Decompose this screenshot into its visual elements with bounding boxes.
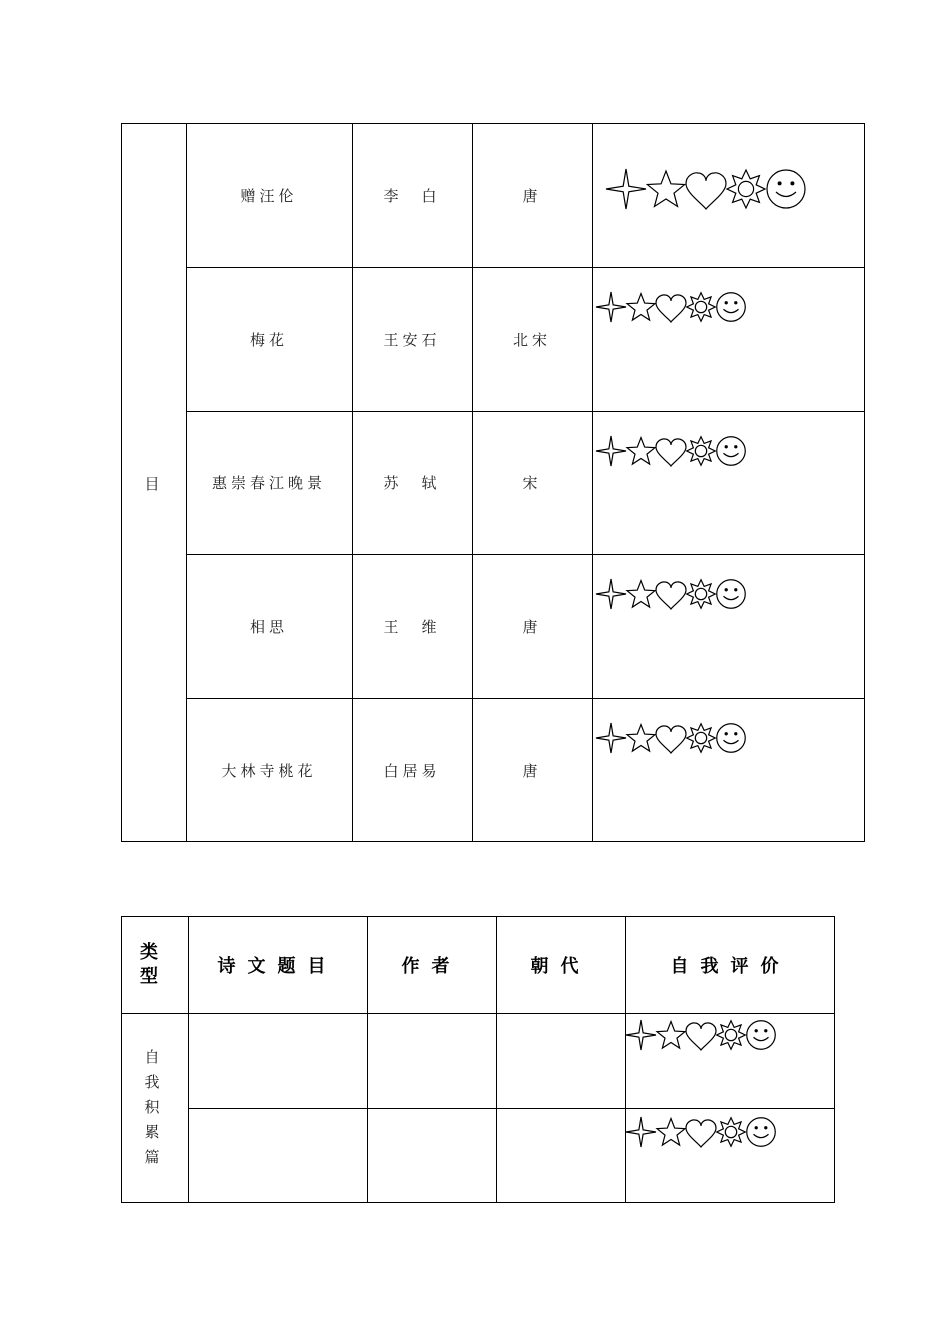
heart-icon (686, 1120, 716, 1147)
four-point-star-icon (596, 723, 626, 753)
star-icon (657, 1119, 685, 1146)
self-eval-rating[interactable] (626, 1020, 776, 1054)
star-icon (627, 725, 655, 752)
smiley-icon (747, 1118, 776, 1147)
author-cell: 白居易 (383, 762, 441, 780)
type-cell (122, 124, 186, 843)
dynasty-cell: 北宋 (512, 330, 551, 349)
self-eval-rating[interactable] (606, 169, 806, 213)
star-icon (657, 1022, 685, 1049)
row1-author-cell[interactable] (367, 1013, 496, 1108)
author-cell: 王 维 (383, 617, 441, 636)
four-point-star-icon (626, 1020, 656, 1050)
type-label: 目 (144, 475, 164, 493)
dynasty-cell: 宋 (522, 474, 542, 492)
header-title: 诗文题目 (217, 956, 338, 977)
four-point-star-icon (626, 1117, 656, 1147)
star-icon (647, 171, 684, 206)
self-eval-rating[interactable] (596, 436, 746, 470)
row1-dynasty-cell[interactable] (496, 1013, 625, 1108)
sun-icon (717, 1021, 746, 1050)
star-icon (627, 581, 655, 608)
author-cell: 李 白 (383, 187, 441, 205)
heart-icon (656, 439, 686, 466)
poem-table-2 (121, 916, 835, 1203)
poem-title-cell: 赠汪伦 (240, 187, 298, 205)
smiley-icon (717, 437, 746, 466)
self-eval-rating[interactable] (596, 292, 746, 326)
four-point-star-icon (596, 292, 626, 322)
poem-table-1 (121, 123, 865, 842)
smiley-icon (767, 170, 805, 208)
smiley-icon (747, 1021, 776, 1050)
type-label-vertical: 自我积累篇 (144, 1048, 160, 1166)
dynasty-cell: 唐 (522, 617, 542, 636)
poem-title-cell: 梅花 (249, 330, 288, 349)
dynasty-cell: 唐 (522, 762, 542, 780)
heart-icon (686, 1023, 716, 1050)
dynasty-cell: 唐 (522, 187, 542, 205)
row2-title-cell[interactable] (188, 1108, 367, 1203)
self-eval-rating[interactable] (596, 723, 746, 757)
self-eval-rating[interactable] (626, 1117, 776, 1151)
smiley-icon (717, 724, 746, 753)
row2-author-cell[interactable] (367, 1108, 496, 1203)
sun-icon (687, 293, 716, 322)
sun-icon (717, 1118, 746, 1147)
self-eval-rating[interactable] (596, 579, 746, 613)
poem-title-cell: 惠崇春江晚景 (211, 474, 326, 492)
smiley-icon (717, 580, 746, 609)
row1-title-cell[interactable] (188, 1013, 367, 1108)
sun-icon (727, 170, 765, 208)
header-author: 作者 (401, 956, 462, 977)
author-cell: 苏 轼 (383, 474, 441, 492)
poem-title-cell: 大林寺桃花 (221, 762, 317, 780)
header-type-text: 类型 (140, 942, 158, 987)
star-icon (627, 438, 655, 465)
star-icon (627, 294, 655, 321)
four-point-star-icon (596, 579, 626, 609)
four-point-star-icon (596, 436, 626, 466)
row2-dynasty-cell[interactable] (496, 1108, 625, 1203)
heart-icon (686, 173, 726, 209)
sun-icon (687, 437, 716, 466)
header-type (139, 941, 159, 989)
sun-icon (687, 724, 716, 753)
heart-icon (656, 726, 686, 753)
heart-icon (656, 295, 686, 322)
header-dynasty: 朝代 (530, 956, 591, 977)
heart-icon (656, 582, 686, 609)
four-point-star-icon (606, 169, 646, 209)
header-self-eval: 自我评价 (670, 956, 791, 977)
sun-icon (687, 580, 716, 609)
author-cell: 王安石 (383, 330, 441, 349)
smiley-icon (717, 293, 746, 322)
poem-title-cell: 相思 (249, 617, 288, 636)
